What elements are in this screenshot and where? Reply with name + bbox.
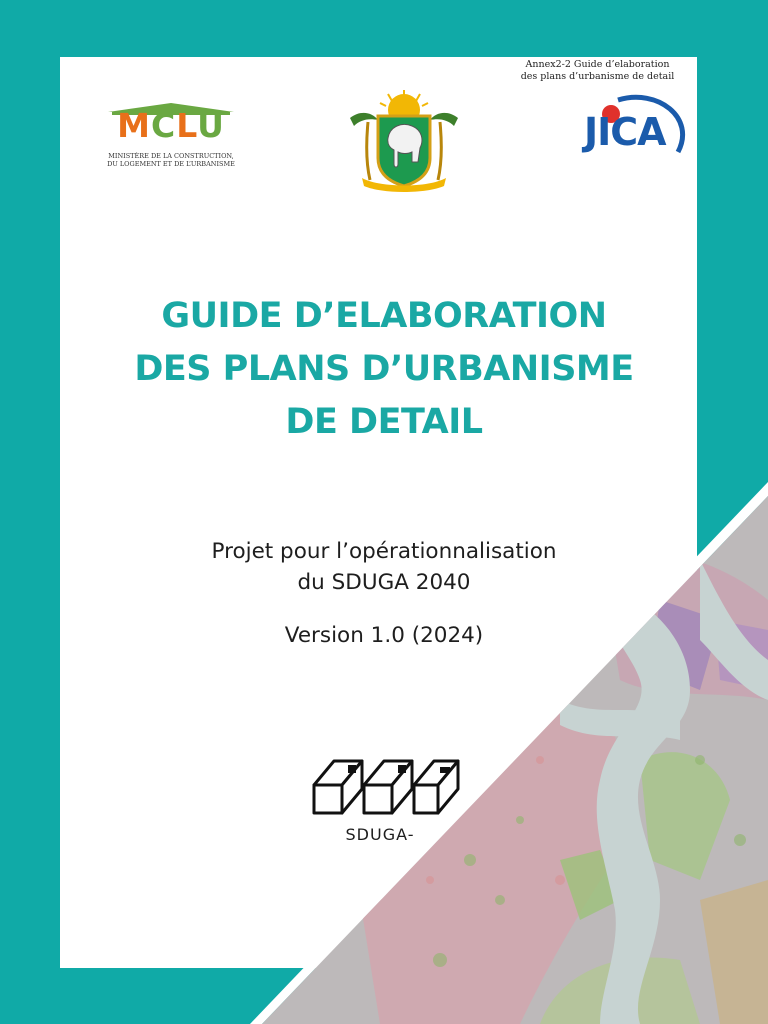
mclu-subtitle-line1: MINISTÈRE DE LA CONSTRUCTION, [108,152,234,160]
mclu-letter: L [176,106,198,145]
sduga-block-letters-icon [312,755,460,817]
mclu-wordmark [104,106,238,145]
mclu-letter: U [197,106,225,145]
mclu-subtitle [100,152,242,168]
document-subtitle [60,536,708,598]
document-title [60,290,708,449]
mclu-letter: C [150,106,177,145]
jica-wordmark: JICA [584,110,666,154]
annex-note [500,59,695,83]
jica-logo [578,92,688,177]
elephant-coat-of-arms-icon [340,88,468,194]
version-label: Version 1.0 (2024) [284,623,484,648]
subtitle-line1: Projet pour l’opérationnalisation [211,539,557,564]
title-line1: GUIDE D’ELABORATION [161,296,607,336]
sduga-label: SDUGA- [345,825,415,844]
mclu-subtitle-line2: DU LOGEMENT ET DE L’URBANISME [107,160,235,168]
title-line3: DE DETAIL [285,402,483,442]
title-line2: DES PLANS D’URBANISME [134,349,634,389]
annex-note-line1: Annex2-2 Guide d’elaboration [525,59,670,70]
mclu-letters [117,106,225,145]
subtitle-line2: du SDUGA 2040 [297,570,471,595]
annex-note-line2: des plans d’urbanisme de detail [520,71,675,82]
mclu-letter: M [117,106,151,145]
mclu-logo [100,100,242,176]
